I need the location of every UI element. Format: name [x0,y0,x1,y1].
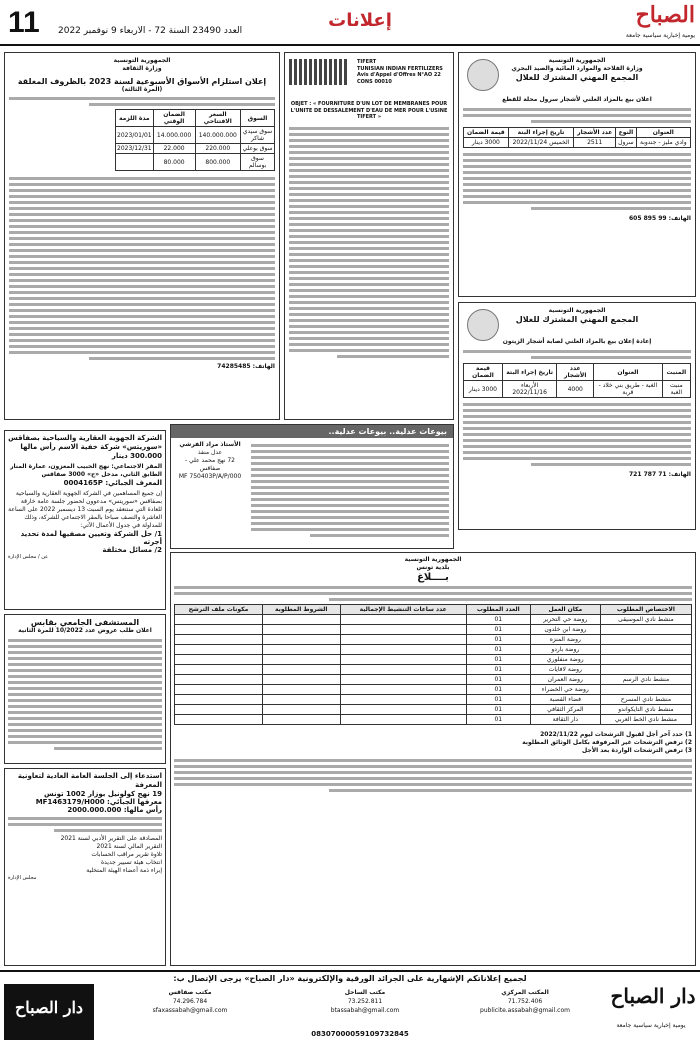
ad-org: المجمع المهني المشترك للغلال [515,73,639,82]
col-header: العدد المطلوب [466,605,530,615]
table-cell [340,615,466,625]
table-cell [262,655,340,665]
table-cell: المركز الثقافي [530,705,600,715]
table-cell [600,665,691,675]
section-title: إعلانات [328,10,392,31]
col-header: عدد الأشجار [574,128,616,138]
ad-olive-auction [458,302,696,530]
hospital-notice: اعلان طلب عروض عدد 10/2022 للمرة الثانية [18,627,152,634]
table-cell [600,635,691,645]
table-cell: 800.000 [195,154,241,171]
ad-tree-auction [458,52,696,297]
col-header: تاريخ إجراء البتة [502,364,556,381]
agenda-item: المصادقة على التقرير الأدبي لسنة 2021 [60,835,162,842]
table-cell: منشط نادي التايكواندو [600,705,691,715]
coop-address: 19 نهج كولونيل بوزار 1002 تونس [44,790,162,798]
table-cell: 2023/01/01 [116,127,154,144]
table-cell: 01 [466,715,530,725]
table-cell: 01 [466,665,530,675]
issue-line: العدد 23490 السنة 72 - الأربعاء 9 نوفمبر 2022 [58,26,243,36]
table-cell: 140.000.000 [195,127,241,144]
office-phone: 73.252.811 [347,998,383,1005]
col-header: النوع [616,128,636,138]
agenda-item: تلاوة تقرير مراقب الحسابات [91,851,162,858]
ad-market-lease [4,52,280,420]
note-line: 3) ترفض الترشحات الواردة بعد الأجل [582,747,692,754]
market-table [115,109,275,171]
footer [0,970,700,1045]
table-cell [262,675,340,685]
coop-title: استدعاء إلى الجلسة العامة العادية لتعاونية المعرفة [17,772,162,789]
note-line: 2) ترفض الترشحات غير المرفوقة بكامل الوثائق المطلوبة [522,739,692,746]
table-cell [262,665,340,675]
table-cell [175,715,263,725]
agenda-item: 2/ مسائل مختلفة [102,546,162,554]
table-cell [340,635,466,645]
ad-judicial-sales [170,424,454,549]
header-rule [0,44,700,46]
call-number: Avis d'Appel d'Offres N°AO 22 CONS 00010 [357,72,441,85]
ad-tifert [284,52,454,420]
table-cell: روضة حي التحرير [530,615,600,625]
company-fullname: TUNISIAN INDIAN FERTILIZERS [357,65,443,72]
org-logo-icon [467,309,499,341]
table-cell [175,665,263,675]
table-cell: 2023/12/31 [117,145,152,152]
col-header: عدد ساعات التنشيط الإجمالية [340,605,466,615]
ad-municipality-name: بلدية تونس [416,564,450,571]
table-cell: 01 [466,675,530,685]
auction-table [463,363,691,398]
rib-number: 08307000059109732845 [311,1030,409,1038]
ad-republic: الجمهورية التونسية [113,57,171,64]
sales-banner: بيوعات عدلية.. بيوعات عدلية.. [171,425,453,438]
table-cell [600,645,691,655]
agenda-item: 1/ حل الشركة وتعيين مصفيها لمدة تحديد أجرته [20,530,162,546]
table-cell: منشط نادي الرسم [600,675,691,685]
office-phone: 74.296.784 [172,998,208,1005]
col-header: تاريخ إجراء البتة [508,128,574,138]
bailiff-title: عدل منفذ [197,449,223,456]
table-cell: 01 [466,695,530,705]
table-cell: منشط نادي المسرح [600,695,691,705]
page-number: 11 [8,6,40,39]
col-header: قيمة الضمان [464,364,503,381]
table-cell: 01 [466,615,530,625]
table-cell [262,635,340,645]
table-cell [340,695,466,705]
footer-headline: لجميع إعلاناتكم الإشهارية على الجرائد الورقية والإلكترونية «دار الصباح» يرجى الإتصال ب: [173,974,527,983]
table-cell: روضة منفلوري [530,655,600,665]
table-cell [340,625,466,635]
ad-title: بــــلاغ [417,572,449,583]
ad-ministry: وزارة الفلاحة والموارد المائية والصيد البحري [511,65,643,72]
table-cell: 220.000 [195,144,241,154]
table-cell [600,655,691,665]
col-header: السعر الافتتاحي [195,110,241,127]
table-cell: سوق سيدي شاكر [241,127,275,144]
col-header: السوق [241,110,275,127]
ad-phone: الهاتف: 71 787 721 [628,471,691,478]
company-address: المقر الاجتماعي: نهج الحبيب المعزون، عمارة المنار الطابق الثاني، مدخل «ج» 3000 صفاقس [10,463,162,478]
table-cell: 01 [466,625,530,635]
table-cell: 2511 [574,138,616,148]
col-header: مكونات ملف الترشح [175,605,263,615]
table-cell [262,685,340,695]
ad-republic: الجمهورية التونسية [404,556,462,563]
org-logo-icon [467,59,499,91]
table-cell: الأربعاء 2022/11/16 [502,381,556,398]
ad-municipality [170,552,696,966]
col-header: العنوان [636,128,690,138]
table-cell [175,655,263,665]
table-cell: منشط نادي الخط العربي [600,715,691,725]
table-cell [175,615,263,625]
note-line: 1) حدد آخر أجل لقبول الترشحات ليوم 2022/11/22 [540,731,692,738]
table-cell: روضة لافايات [530,665,600,675]
table-cell [600,625,691,635]
table-cell [262,705,340,715]
table-cell: دار الثقافة [530,715,600,725]
table-cell [340,685,466,695]
ad-notice-title: إعادة إعلان بيع بالمزاد العلني لصابة أشجار الزيتون [502,338,652,345]
ad-republic: الجمهورية التونسية [548,307,606,314]
table-cell [175,685,263,695]
table-cell: روضة حي الخضراء [530,685,600,695]
office-name: مكتب صفاقس [168,989,212,996]
table-cell [175,625,263,635]
ad-company-general-meeting [4,430,166,610]
table-cell [262,695,340,705]
ad-republic: الجمهورية التونسية [548,57,606,64]
table-cell: سرول [616,138,636,148]
table-cell: فضاء القصبة [530,695,600,705]
table-cell: 01 [466,685,530,695]
table-cell [175,645,263,655]
col-header: العنوان [594,364,663,381]
table-cell: منشط نادي الموسيقى [600,615,691,625]
table-cell: الخميس 2022/11/24 [508,138,574,148]
table-cell [262,615,340,625]
table-cell: 3000 دينار [464,381,503,398]
table-cell [262,625,340,635]
col-header: مكان العمل [530,605,600,615]
table-cell: 22.000 [153,144,195,154]
office-sahel [290,988,440,1015]
table-cell [340,675,466,685]
col-header: الضمان الوقتي [153,110,195,127]
coop-mf: معرفها الجبائي: MF1463179/H000 [35,798,162,806]
ad-title: إعلان استلزام الأسواق الأسبوعية لسنة 2023 بالظروف المغلقة [17,77,267,86]
table-cell: 01 [466,645,530,655]
agenda-item: إبراء ذمة أعضاء الهيئة المتخلية [86,867,162,874]
company-body: إن جميع المساهمين في الشركة الجهوية العقارية والسياحية بصفاقس «سوريتس» مدعوون لحضور جلسة عامة خارقة للعادة التي ستنعقد يوم السبت 13 ديسمبر 2022 على الساعة العاشرة والنصف صباحا بالمقر الاجتماعي للشركة، وذلك للمداولة في جدول الأعمال الآتي: [8,490,162,529]
footer-brand-block: دار الصباح [4,984,94,1040]
company-title: الشركة الجهوية العقارية والسياحية بصفاقس «سوريتس» شركة خفية الاسم رأس مالها 300.000 دينار [8,434,162,460]
table-cell [340,665,466,675]
table-cell: 01 [466,705,530,715]
col-header: مدة اللزمة [116,110,154,127]
auction-table [463,127,691,148]
call-object: OBJET : « FOURNITURE D'UN LOT DE MEMBRANES POUR L'UNITE DE DESSALEMENT D'EAU DE MER POUR L'USINE TIFERT » [290,101,448,120]
office-name: المكتب المركزي [501,989,549,996]
ad-notice-title: اعلان بيع بالمزاد العلني لأشجار سرول محلة للقطع [502,96,652,103]
table-cell: وادي مليز - جندوبة [636,138,690,148]
table-cell: روضة ابن خلدون [530,625,600,635]
bailiff-address: 72 نهج محمد علي - صفاقس [184,457,235,472]
table-cell: 01 [466,655,530,665]
ad-phone: الهاتف: 74285485 [217,363,275,370]
ad-cooperative [4,768,166,966]
hospital-title: المستشفى الجامعي بقابس [30,618,140,627]
table-cell: روضة العمران [530,675,600,685]
ad-ministry: وزارة الثقافة [122,65,162,72]
tifert-logo-icon [289,59,349,85]
table-cell: سوق بوعلي [242,145,273,152]
coop-signature: مجلس الإدارة [8,875,37,881]
company-signature: عن / مجلس الإدارة [8,554,49,560]
col-header: الشروط المطلوبة [262,605,340,615]
newspaper-logo: الصباح [635,2,695,28]
table-cell: روضة المنزه [530,635,600,645]
table-cell: 4000 [557,381,594,398]
bailiff-name: الأستاذ مراد الفرشي [179,441,241,448]
office-email: sfaxassabah@gmail.com [152,1007,228,1014]
table-cell [340,705,466,715]
table-cell [262,645,340,655]
logo-tagline: يومية إخبارية سياسية جامعة [625,32,695,39]
table-cell [600,685,691,695]
table-cell [175,635,263,645]
table-cell: منبت الغبة [662,381,690,398]
table-cell [175,705,263,715]
table-cell: 01 [466,635,530,645]
ad-round: (المرة الثالثة) [121,86,163,93]
table-cell: 3000 دينار [464,138,509,148]
table-cell [340,715,466,725]
table-cell: الغبة - طريق بني خلاد - قربة [594,381,663,398]
table-cell [340,655,466,665]
coop-capital: رأس مالها: 2000.000.000 [67,806,162,814]
col-header: الاختصاص المطلوب [600,605,691,615]
company-mf: المعرف الجبائي: 0004165P [63,479,162,487]
table-cell [175,695,263,705]
ad-phone: الهاتف: 99 895 605 [628,215,691,222]
col-header: المنبت [662,364,690,381]
office-email: btassabah@gmail.com [330,1007,400,1014]
footer-tagline: يومية إخبارية سياسية جامعة [616,1022,686,1029]
table-cell [340,645,466,655]
office-phone: 71.752.406 [507,998,543,1005]
agenda-item: التقرير المالي لسنة 2021 [96,843,162,850]
office-central [450,988,600,1015]
agenda-item: انتخاب هيئة تسيير جديدة [101,859,162,866]
office-sfax [105,988,275,1015]
ad-hospital [4,614,166,764]
table-cell: سوق بوسالم [241,154,275,171]
office-email: publicite.assabah@gmail.com [480,1007,570,1014]
company-name: TIFERT [357,59,377,65]
col-header: عدد الأشجار [557,364,594,381]
bailiff-mf: MF 750403P/A/P/000 [178,473,242,480]
footer-logo: دار الصباح [610,984,696,1008]
table-cell: 14.000.000 [153,127,195,144]
col-header: قيمة الضمان [464,128,509,138]
table-cell [175,675,263,685]
table-cell [116,154,154,171]
office-name: مكتب الساحل [344,989,386,996]
table-cell: 80.000 [153,154,195,171]
table-cell [262,715,340,725]
table-cell: روضة باردو [530,645,600,655]
positions-table [174,604,692,725]
ad-org: المجمع المهني المشترك للغلال [515,315,639,324]
